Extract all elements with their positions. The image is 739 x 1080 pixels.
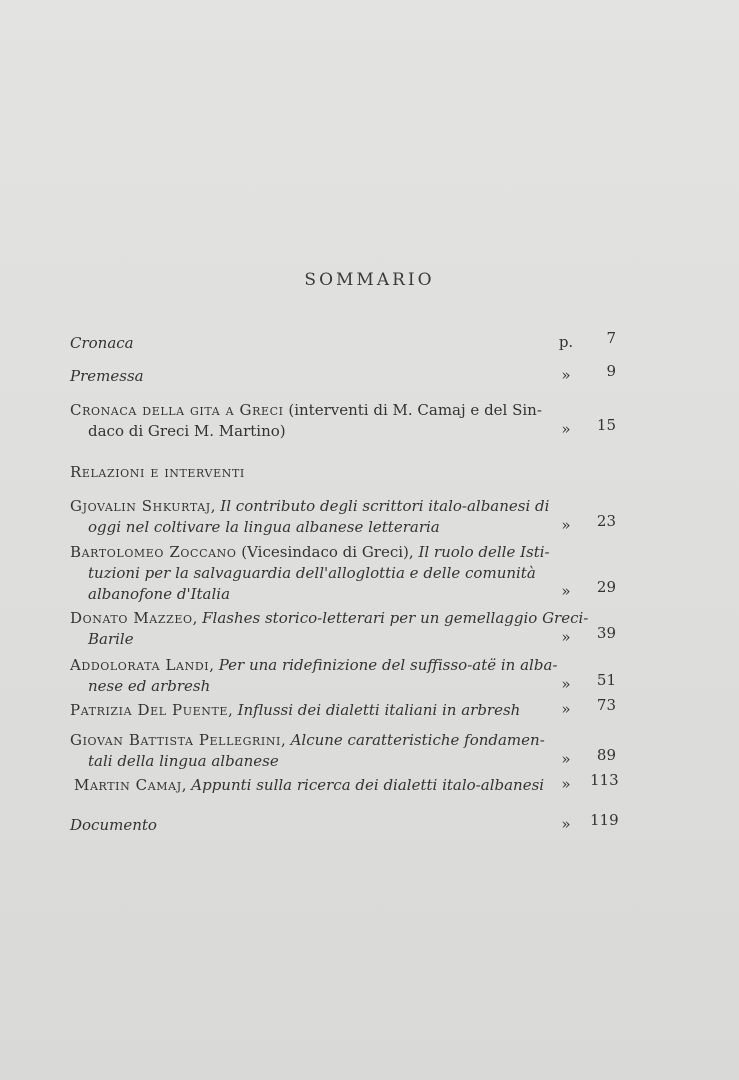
page-title: SOMMARIO [304,270,435,290]
page-marker: » [561,366,571,384]
entry-text: daco di Greci M. Martino) [88,422,286,440]
toc-entry [70,655,558,697]
toc-entry-line [70,333,532,354]
page-number: 23 [596,512,616,530]
toc-entry [70,462,532,483]
toc-entry [70,496,550,538]
toc-entry-line [70,400,542,421]
entry-title: tuzioni per la salvaguardia dell'alloglottia e delle comunità [88,564,536,582]
page-marker: » [561,815,571,833]
toc-entry-line [70,608,589,629]
toc-entry-line [70,629,532,650]
page-number: 89 [596,746,616,764]
entry-author: Donato Mazzeo [70,609,193,627]
page-marker: p. [558,333,574,351]
entry-title: Appunti sulla ricerca dei dialetti italo-albanesi [191,776,545,794]
entry-title: nese ed arbresh [88,677,211,695]
entry-text: , [210,497,221,515]
entry-text: , [181,776,192,794]
page-marker: » [561,582,571,600]
page-number: 51 [596,671,616,689]
entry-title: tali della lingua albanese [88,752,279,770]
entry-title: Flashes storico-letterari per un gemellaggio Greci- [202,609,589,627]
page-marker: » [561,700,571,718]
entry-text: (interventi di M. Camaj e del Sin- [283,401,542,419]
toc-entry-line [70,462,532,483]
toc-entry-line [70,700,532,721]
toc-entry-line [70,655,558,676]
page-number: 39 [596,624,616,642]
toc-entry-line [70,496,550,517]
toc-entry [74,775,545,796]
page-number: 119 [590,811,619,829]
page-marker: » [561,675,571,693]
toc-entry [70,333,532,354]
entry-text: (Vicesindaco di Greci), [236,543,419,561]
page-number: 113 [590,771,619,789]
page-marker: » [561,516,571,534]
toc-entry-line [70,751,532,772]
toc-entry-line [70,421,532,442]
entry-title: Documento [70,816,157,834]
page-marker: » [561,628,571,646]
entry-text: , [228,701,238,719]
toc-entry-line [70,815,532,836]
entry-title: Barile [88,630,134,648]
entry-title: Il ruolo delle Isti- [418,543,550,561]
page-number: 15 [596,416,616,434]
entry-title: Cronaca [70,334,134,352]
page-number: 7 [606,329,616,347]
entry-author: Gjovalin Shkurtaj [70,497,211,515]
entry-title: Alcune caratteristiche fondamen- [290,731,545,749]
toc-entry-line [70,730,545,751]
entry-author: Patrizia Del Puente [70,701,229,719]
entry-title: albanofone d'Italia [88,585,231,603]
toc-entry-line [70,584,532,605]
toc-entry [70,608,589,650]
toc-entry [70,815,532,836]
entry-author: Addolorata Landi [70,656,210,674]
toc-entry [70,542,550,605]
page-number: 73 [596,696,616,714]
entry-author: Bartolomeo Zoccano [70,543,237,561]
entry-title: Premessa [70,367,144,385]
toc-entry-line [70,542,550,563]
entry-text: , [281,731,291,749]
toc-entry-line [70,366,532,387]
entry-author: Relazioni e interventi [70,463,245,481]
entry-title: Influssi dei dialetti italiani in arbresh [237,701,521,719]
toc-entry [70,730,545,772]
toc-entry [70,400,542,442]
page-marker: » [561,775,571,793]
page-marker: » [561,750,571,768]
entry-text: , [209,656,219,674]
page-number: 9 [606,362,616,380]
page-number: 29 [596,578,616,596]
entry-title: Per una ridefinizione del suffisso-atë in alba- [218,656,558,674]
entry-author: Giovan Battista Pellegrini [70,731,282,749]
entry-text: , [192,609,203,627]
entry-title: oggi nel coltivare la lingua albanese letteraria [88,518,440,536]
entry-author: Martin Camaj [74,776,182,794]
toc-entry-line [70,517,532,538]
toc-entry-line [70,563,536,584]
entry-author: Cronaca della gita a Greci [70,401,284,419]
entry-title: Il contributo degli scrittori italo-albanesi di [220,497,550,515]
toc-entry [70,700,532,721]
toc-entry [70,366,532,387]
page-marker: » [561,420,571,438]
toc-entry-line [74,775,545,796]
toc-entry-line [70,676,532,697]
